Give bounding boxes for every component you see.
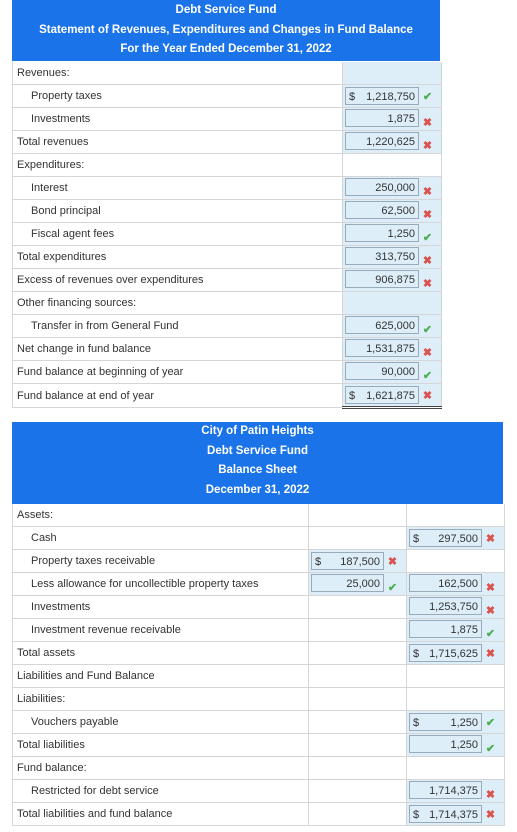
row-label: Revenues: bbox=[13, 62, 343, 85]
amount-cell[interactable] bbox=[343, 200, 442, 223]
amount-value: 1,250 bbox=[450, 717, 478, 729]
statement-row bbox=[13, 292, 442, 315]
total-amount-cell[interactable] bbox=[407, 803, 505, 826]
cross-icon: ✖ bbox=[387, 556, 398, 568]
detail-amount-cell[interactable] bbox=[309, 550, 407, 573]
detail-amount-cell bbox=[309, 757, 407, 780]
total-amount-cell bbox=[407, 665, 505, 688]
detail-amount-cell bbox=[309, 780, 407, 803]
statement-row bbox=[13, 338, 442, 361]
balance-row bbox=[13, 504, 505, 527]
balance-sheet-header bbox=[12, 422, 503, 504]
amount-value: 1,253,750 bbox=[429, 601, 478, 613]
row-label: Fund balance at beginning of year bbox=[13, 361, 343, 384]
check-icon: ✔ bbox=[422, 91, 433, 103]
amount-cell[interactable] bbox=[343, 177, 442, 200]
row-label: Vouchers payable bbox=[13, 711, 309, 734]
row-label: Investment revenue receivable bbox=[13, 619, 309, 642]
row-label: Fund balance: bbox=[13, 757, 309, 780]
amount-input[interactable] bbox=[345, 201, 419, 219]
statement-title-line: Statement of Revenues, Expenditures and Changes in Fund Balance bbox=[39, 23, 413, 36]
row-label: Property taxes bbox=[13, 85, 343, 108]
row-label: Interest bbox=[13, 177, 343, 200]
cross-icon: ✖ bbox=[422, 390, 433, 402]
amount-cell bbox=[343, 62, 442, 85]
amount-value: 1,714,375 bbox=[429, 785, 478, 797]
detail-amount-cell bbox=[309, 504, 407, 527]
amount-input[interactable] bbox=[409, 713, 482, 731]
dollar-sign: $ bbox=[413, 717, 420, 729]
row-label: Cash bbox=[13, 527, 309, 550]
dollar-sign: $ bbox=[413, 648, 420, 660]
amount-value: 297,500 bbox=[438, 533, 478, 545]
amount-value: 313,750 bbox=[375, 251, 415, 263]
balance-row bbox=[13, 780, 505, 803]
amount-input[interactable] bbox=[345, 178, 419, 196]
detail-amount-cell bbox=[309, 642, 407, 665]
amount-cell[interactable] bbox=[343, 361, 442, 384]
amount-cell bbox=[343, 292, 442, 315]
total-amount-cell[interactable] bbox=[407, 780, 505, 803]
check-icon: ✔ bbox=[422, 324, 433, 336]
amount-input[interactable] bbox=[409, 644, 482, 662]
row-label: Restricted for debt service bbox=[13, 780, 309, 803]
row-label: Liabilities and Fund Balance bbox=[13, 665, 309, 688]
amount-input[interactable] bbox=[345, 109, 419, 127]
row-label: Property taxes receivable bbox=[13, 550, 309, 573]
amount-value: 1,220,625 bbox=[366, 136, 415, 148]
amount-cell[interactable] bbox=[343, 246, 442, 269]
statement-header bbox=[12, 0, 440, 61]
balance-title-line: City of Patin Heights bbox=[201, 425, 314, 437]
balance-row bbox=[13, 550, 505, 573]
detail-amount-cell bbox=[309, 711, 407, 734]
statement-row bbox=[13, 62, 442, 85]
row-label: Fund balance at end of year bbox=[13, 384, 343, 408]
row-label: Investments bbox=[13, 596, 309, 619]
total-amount-cell[interactable] bbox=[407, 734, 505, 757]
cross-icon: ✖ bbox=[485, 605, 496, 617]
total-amount-cell[interactable] bbox=[407, 642, 505, 665]
amount-input[interactable] bbox=[409, 805, 482, 823]
statement-row bbox=[13, 269, 442, 292]
cross-icon: ✖ bbox=[485, 533, 496, 545]
dollar-sign: $ bbox=[315, 556, 322, 568]
amount-input[interactable] bbox=[409, 597, 482, 615]
balance-row bbox=[13, 803, 505, 826]
row-label: Liabilities: bbox=[13, 688, 309, 711]
row-label: Other financing sources: bbox=[13, 292, 343, 315]
balance-sheet-table bbox=[12, 504, 505, 826]
amount-input[interactable] bbox=[345, 339, 419, 357]
row-label: Total revenues bbox=[13, 131, 343, 154]
amount-value: 1,531,875 bbox=[366, 343, 415, 355]
balance-title-line: Debt Service Fund bbox=[207, 444, 308, 457]
detail-amount-cell bbox=[309, 619, 407, 642]
statement-row bbox=[13, 85, 442, 108]
check-icon: ✔ bbox=[485, 628, 496, 640]
amount-input[interactable] bbox=[311, 552, 384, 570]
amount-cell[interactable] bbox=[343, 338, 442, 361]
statement-row bbox=[13, 246, 442, 269]
row-label: Total liabilities and fund balance bbox=[13, 803, 309, 826]
amount-cell bbox=[343, 154, 442, 177]
balance-title-line: December 31, 2022 bbox=[205, 483, 310, 496]
amount-input[interactable] bbox=[345, 386, 419, 404]
detail-amount-cell[interactable] bbox=[309, 573, 407, 596]
cross-icon: ✖ bbox=[422, 209, 433, 221]
amount-value: 1,875 bbox=[450, 624, 478, 636]
balance-row bbox=[13, 596, 505, 619]
amount-input[interactable] bbox=[409, 574, 482, 592]
cross-icon: ✖ bbox=[485, 582, 496, 594]
total-amount-cell[interactable] bbox=[407, 711, 505, 734]
statement-row bbox=[13, 315, 442, 338]
cross-icon: ✖ bbox=[422, 278, 433, 290]
amount-value: 1,250 bbox=[450, 739, 478, 751]
total-amount-cell[interactable] bbox=[407, 573, 505, 596]
balance-row bbox=[13, 688, 505, 711]
balance-row bbox=[13, 573, 505, 596]
check-icon: ✔ bbox=[422, 232, 433, 244]
dollar-sign: $ bbox=[349, 390, 356, 402]
amount-cell[interactable] bbox=[343, 85, 442, 108]
dollar-sign: $ bbox=[413, 809, 420, 821]
balance-row bbox=[13, 527, 505, 550]
row-label: Total assets bbox=[13, 642, 309, 665]
detail-amount-cell bbox=[309, 527, 407, 550]
amount-value: 1,875 bbox=[387, 113, 415, 125]
dollar-sign: $ bbox=[349, 91, 356, 103]
statement-row bbox=[13, 200, 442, 223]
check-icon: ✔ bbox=[387, 582, 398, 594]
amount-cell[interactable] bbox=[343, 384, 442, 408]
amount-input[interactable] bbox=[345, 224, 419, 242]
balance-row bbox=[13, 665, 505, 688]
amount-value: 1,715,625 bbox=[429, 648, 478, 660]
detail-amount-cell bbox=[309, 688, 407, 711]
total-amount-cell bbox=[407, 504, 505, 527]
statement-row bbox=[13, 384, 442, 408]
amount-value: 187,500 bbox=[340, 556, 380, 568]
amount-value: 1,621,875 bbox=[366, 390, 415, 402]
row-label: Excess of revenues over expenditures bbox=[13, 269, 343, 292]
balance-row bbox=[13, 711, 505, 734]
row-label: Assets: bbox=[13, 504, 309, 527]
statement-table bbox=[12, 62, 442, 409]
amount-cell[interactable] bbox=[343, 131, 442, 154]
amount-input[interactable] bbox=[345, 270, 419, 288]
amount-input[interactable] bbox=[345, 247, 419, 265]
row-label: Less allowance for uncollectible property taxes bbox=[13, 573, 309, 596]
row-label: Expenditures: bbox=[13, 154, 343, 177]
cross-icon: ✖ bbox=[422, 186, 433, 198]
amount-value: 625,000 bbox=[375, 320, 415, 332]
row-label: Total expenditures bbox=[13, 246, 343, 269]
dollar-sign: $ bbox=[413, 533, 420, 545]
amount-cell[interactable] bbox=[343, 223, 442, 246]
amount-input[interactable] bbox=[409, 735, 482, 753]
amount-cell[interactable] bbox=[343, 108, 442, 131]
cross-icon: ✖ bbox=[422, 140, 433, 152]
total-amount-cell[interactable] bbox=[407, 619, 505, 642]
check-icon: ✔ bbox=[485, 743, 496, 755]
total-amount-cell[interactable] bbox=[407, 596, 505, 619]
cross-icon: ✖ bbox=[485, 809, 496, 821]
amount-value: 62,500 bbox=[381, 205, 415, 217]
cross-icon: ✖ bbox=[422, 255, 433, 267]
statement-row bbox=[13, 223, 442, 246]
amount-cell[interactable] bbox=[343, 315, 442, 338]
detail-amount-cell bbox=[309, 665, 407, 688]
amount-value: 906,875 bbox=[375, 274, 415, 286]
amount-input[interactable] bbox=[311, 574, 384, 592]
check-icon: ✔ bbox=[422, 370, 433, 382]
total-amount-cell bbox=[407, 757, 505, 780]
check-icon: ✔ bbox=[485, 717, 496, 729]
row-label: Fiscal agent fees bbox=[13, 223, 343, 246]
balance-row bbox=[13, 642, 505, 665]
amount-value: 25,000 bbox=[346, 578, 380, 590]
amount-input[interactable] bbox=[409, 620, 482, 638]
detail-amount-cell bbox=[309, 803, 407, 826]
cross-icon: ✖ bbox=[422, 117, 433, 129]
total-amount-cell[interactable] bbox=[407, 527, 505, 550]
amount-input[interactable] bbox=[345, 362, 419, 380]
row-label: Net change in fund balance bbox=[13, 338, 343, 361]
balance-title-line: Balance Sheet bbox=[218, 464, 297, 476]
balance-row bbox=[13, 619, 505, 642]
amount-value: 250,000 bbox=[375, 182, 415, 194]
row-label: Investments bbox=[13, 108, 343, 131]
amount-cell[interactable] bbox=[343, 269, 442, 292]
cross-icon: ✖ bbox=[485, 648, 496, 660]
cross-icon: ✖ bbox=[485, 789, 496, 801]
amount-input[interactable] bbox=[345, 132, 419, 150]
detail-amount-cell bbox=[309, 734, 407, 757]
amount-value: 162,500 bbox=[438, 578, 478, 590]
statement-row bbox=[13, 177, 442, 200]
statement-row bbox=[13, 361, 442, 384]
statement-row bbox=[13, 108, 442, 131]
amount-input[interactable] bbox=[409, 781, 482, 799]
balance-row bbox=[13, 734, 505, 757]
balance-row bbox=[13, 757, 505, 780]
row-label: Total liabilities bbox=[13, 734, 309, 757]
row-label: Transfer in from General Fund bbox=[13, 315, 343, 338]
amount-input[interactable] bbox=[409, 529, 482, 547]
amount-value: 1,250 bbox=[387, 228, 415, 240]
amount-input[interactable] bbox=[345, 316, 419, 334]
amount-value: 90,000 bbox=[381, 366, 415, 378]
row-label: Bond principal bbox=[13, 200, 343, 223]
statement-title-line: For the Year Ended December 31, 2022 bbox=[120, 43, 332, 55]
total-amount-cell bbox=[407, 550, 505, 573]
cross-icon: ✖ bbox=[422, 347, 433, 359]
detail-amount-cell bbox=[309, 596, 407, 619]
amount-value: 1,218,750 bbox=[366, 91, 415, 103]
total-amount-cell bbox=[407, 688, 505, 711]
statement-title-line: Debt Service Fund bbox=[175, 4, 277, 16]
statement-row bbox=[13, 131, 442, 154]
amount-value: 1,714,375 bbox=[429, 809, 478, 821]
statement-row bbox=[13, 154, 442, 177]
amount-input[interactable] bbox=[345, 87, 419, 105]
